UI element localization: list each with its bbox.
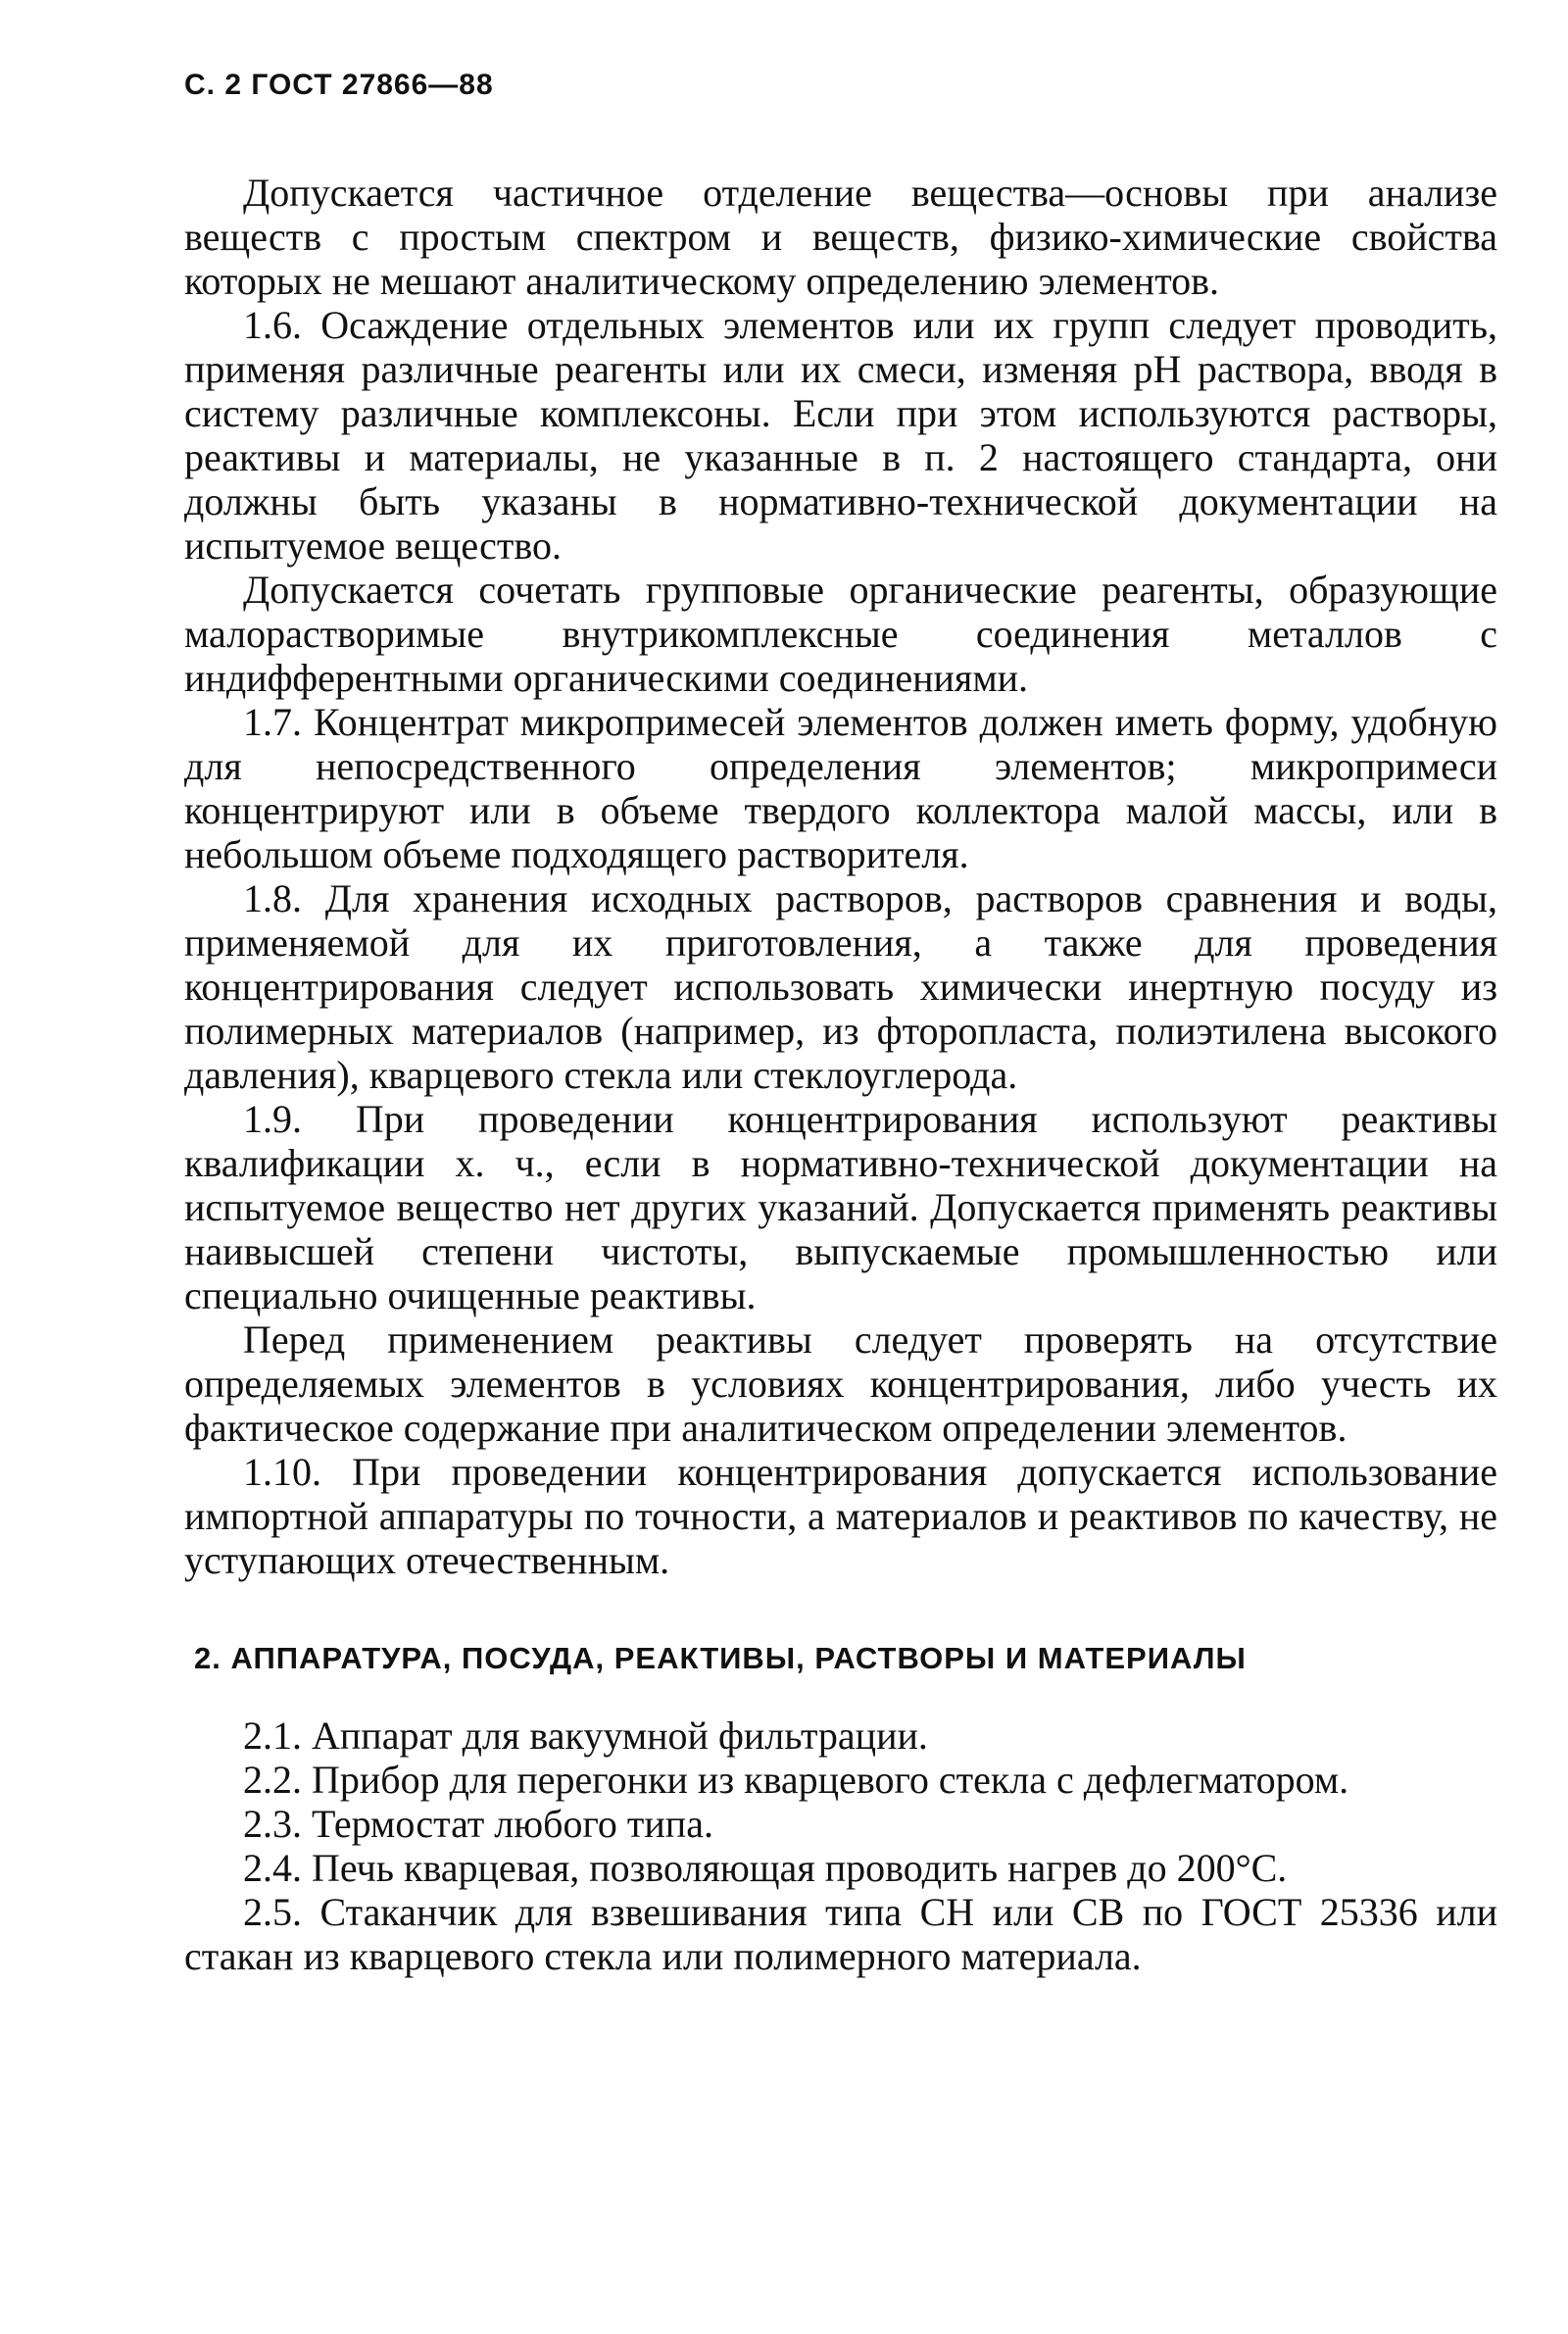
section-2-title: 2. АППАРАТУРА, ПОСУДА, РЕАКТИВЫ, РАСТВОРЫ И МАТЕРИАЛЫ	[194, 1641, 1247, 1675]
paragraph-separation-note: Допускается частичное отделение вещества—основы при анализе веществ с простым спектром и веществ, физико-химические свойства которых не мешают аналитическому определению элементов.	[184, 171, 1497, 303]
document-page	[184, 69, 1497, 1978]
paragraph-1-8: 1.8. Для хранения исходных растворов, растворов сравнения и воды, применяемой для их приготовления, а также для проведения концентрирования следует использовать химически инертную посуду из полимерных материалов (например, из фторопласта, полиэтилена высокого давления), кварцевого стекла или стеклоуглерода.	[184, 876, 1497, 1097]
item-2-4: 2.4. Печь кварцевая, позволяющая проводить нагрев до 200°С.	[243, 1846, 1288, 1890]
item-2-5: 2.5. Стаканчик для взвешивания типа СН или СВ по ГОСТ 25336 или стакан из кварцевого стекла или полимерного материала.	[184, 1890, 1497, 1978]
item-2-1: 2.1. Аппарат для вакуумной фильтрации.	[243, 1713, 928, 1758]
paragraph-1-7: 1.7. Концентрат микропримесей элементов должен иметь форму, удобную для непосредственного определения элементов; микропримеси концентрируют или в объеме твердого коллектора малой массы, или в небольшом объеме подходящего растворителя.	[184, 700, 1497, 876]
paragraph-1-9: 1.9. При проведении концентрирования используют реактивы квалификации х. ч., если в нормативно-технической документации на испытуемое вещество нет других указаний. Допускается применять реактивы наивысшей степени чистоты, выпускаемые промышленностью или специально очищенные реактивы.	[184, 1097, 1497, 1317]
item-2-3: 2.3. Термостат любого типа.	[243, 1802, 713, 1846]
paragraph-1-10: 1.10. При проведении концентрирования допускается использование импортной аппаратуры по точности, а материалов и реактивов по качеству, не уступающих отечественным.	[184, 1450, 1497, 1582]
paragraph-1-6: 1.6. Осаждение отдельных элементов или их групп следует проводить, применяя различные реагенты или их смеси, изменяя pH раствора, вводя в систему различные комплексоны. Если при этом используются растворы, реактивы и материалы, не указанные в п. 2 настоящего стандарта, они должны быть указаны в нормативно-технической документации на испытуемое вещество.	[184, 303, 1497, 568]
item-2-2: 2.2. Прибор для перегонки из кварцевого стекла с дефлегматором.	[243, 1758, 1349, 1802]
page-header: С. 2 ГОСТ 27866—88	[184, 69, 494, 101]
paragraph-reagents-note: Допускается сочетать групповые органические реагенты, образующие малорастворимые внутрикомплексные соединения металлов с индифферентными органическими соединениями.	[184, 568, 1497, 700]
paragraph-reagent-check: Перед применением реактивы следует проверять на отсутствие определяемых элементов в условиях концентрирования, либо учесть их фактическое содержание при аналитическом определении элементов.	[184, 1317, 1497, 1450]
